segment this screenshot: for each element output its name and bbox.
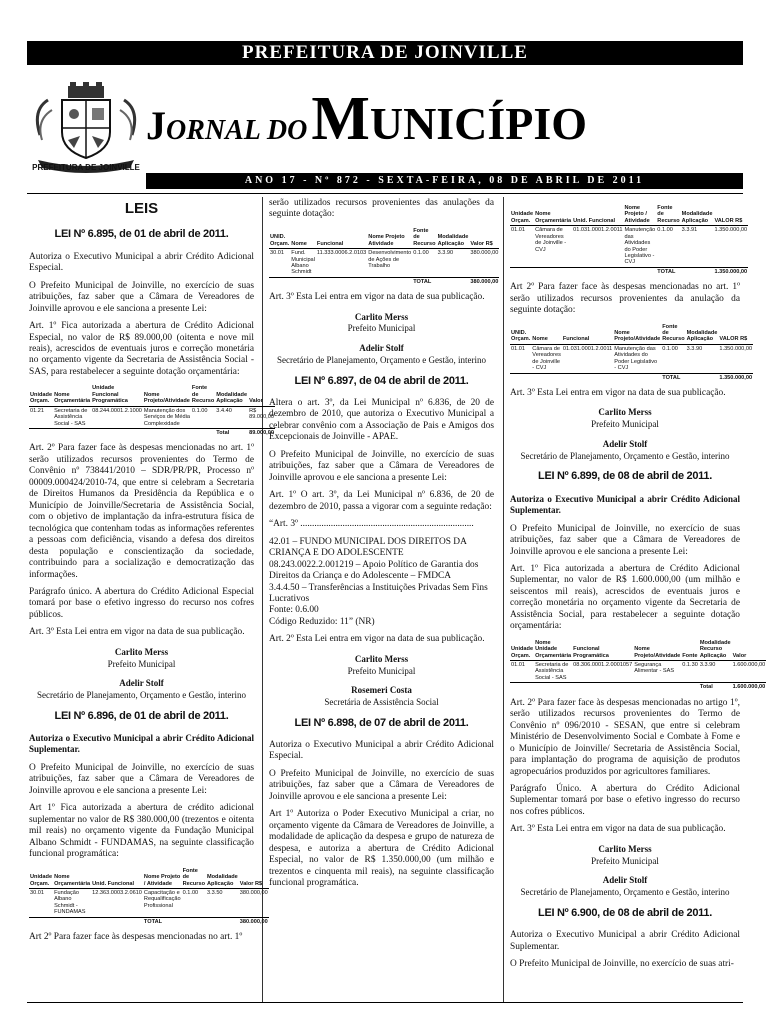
paragraph: Art. 2º Para fazer face às despesas mencionadas no artigo 1º, serão utilizados recursos provenientes do Termo de Convênio nº 096/2010 - SESAN, que entre si celebram Ministério de Desenvolvimento Social e Combate à Fome e o Município de Joinville/ Secretaria de Assistência Social, para implantação do programa de aquisição de produtos agropecuários produzidos por agricultores familiares. xyxy=(510,697,740,777)
budget-table xyxy=(510,204,748,276)
table-header-cell: VALOR R$ xyxy=(713,204,748,226)
paragraph: “Art. 3º .......................................................................... xyxy=(269,519,474,530)
table-total-row xyxy=(269,277,499,286)
table-cell: 30.01 xyxy=(30,889,44,896)
table-cell: Manutenção dos Serviços de Média Complexidade xyxy=(143,407,190,427)
table-cell xyxy=(572,683,633,692)
table-cell: Secretaria de Assistência Social - SAS xyxy=(54,407,88,427)
table-cell: 0.1.00 xyxy=(413,250,429,257)
title-m: M xyxy=(311,85,370,153)
table-cell xyxy=(531,373,562,382)
table-header-cell: Modalidade Aplicação xyxy=(681,204,714,226)
table-cell: 89.000,00 xyxy=(249,429,274,436)
table-header-cell: Modalidade Aplicação xyxy=(686,323,719,345)
signature-block: Rosemeri Costa Secretária de Assistência Social xyxy=(324,685,439,707)
table-header-cell: Valor xyxy=(732,639,767,661)
table-cell: 3.3.90 xyxy=(686,345,703,352)
table-header-cell: VALOR R$ xyxy=(718,323,753,345)
table-cell: Fundação Albano Schmidt - FUNDAMAS xyxy=(54,889,86,916)
law-ementa: Autoriza o Executivo Municipal a abrir Crédito Adicional Suplementar. xyxy=(29,733,254,754)
table-cell: Total xyxy=(215,428,248,437)
emblem-label: PREFEITURA DE JOINVILLE xyxy=(32,163,140,172)
paragraph: O Prefeito Municipal de Joinville, no exercício de suas atribuições, faz saber que a Câmara de Vereadores de Joinville aprovou e ele sanciona a presente Lei: xyxy=(510,523,740,557)
table-cell xyxy=(510,683,534,692)
table-cell xyxy=(316,277,367,286)
budget-table xyxy=(29,867,269,926)
table-cell xyxy=(53,428,91,437)
table-cell xyxy=(29,917,53,926)
column-3 xyxy=(510,198,766,998)
paragraph: Autoriza o Executivo Municipal a abrir Crédito Adicional Especial. xyxy=(269,740,494,762)
table-cell: Secretaria de Assistência Social - SAS xyxy=(535,662,569,681)
table-header-cell: UNID. Orçam. xyxy=(510,323,531,345)
law-ementa: Autoriza o Executivo Municipal a abrir Crédito Adicional Suplementar. xyxy=(510,493,740,515)
table-header-cell: Fonte de Recurso xyxy=(191,385,215,405)
table-header-cell: Valor R$ xyxy=(469,227,499,249)
table-cell: 08.244.0001.2.1000 xyxy=(92,407,142,414)
paragraph: Art. 2º Esta Lei entra em vigor na data de sua publicação. xyxy=(269,634,485,645)
table-cell xyxy=(53,917,91,926)
table-cell: 08.306.0001.2.0001057 xyxy=(573,662,633,669)
paragraph: O Prefeito Municipal de Joinville, no exercício de suas atribuições, faz saber que a Câmara de Vereadores de Joinville aprovou e ele sanciona a presente Lei: xyxy=(29,762,254,796)
table-cell: TOTAL xyxy=(661,373,685,382)
table-header-cell: Unidade Orçam. xyxy=(510,639,534,661)
table-row xyxy=(510,661,766,683)
table-header-cell: Modalidade Recurso Aplicação xyxy=(699,639,731,659)
table-total-row xyxy=(510,267,748,276)
table-cell xyxy=(367,277,412,286)
table-header-cell: Funcional Programática xyxy=(572,639,633,661)
table-cell: 01.031.0001.2.0011 xyxy=(573,227,623,234)
table-cell: 3.3.91 xyxy=(681,227,698,234)
table-header-cell: Nome Orçamentária xyxy=(53,384,91,406)
table-cell xyxy=(510,373,531,382)
table-cell: 01.031.0001.2.0011 xyxy=(562,345,613,352)
table-cell: 1.350.000,00 xyxy=(719,345,753,352)
paragraph: Altera o art. 3º, da Lei Municipal nº 6.836, de 20 de dezembro de 2010, que autoriza o Executivo Municipal a celebrar convênio com a Associação de Pais e Amigos dos Excepcionais de Joinville - APAE. xyxy=(269,397,494,443)
table-cell: 30.01 xyxy=(270,250,284,257)
table-cell: 0.1.30 xyxy=(682,662,698,669)
table-cell xyxy=(562,373,613,382)
paragraph: Art. 1º O art. 3º, da Lei Municipal nº 6.836, de 20 de dezembro de 2010, passa a vigorar com a seguinte redação: xyxy=(269,490,494,512)
table-cell: Desenvolvimento de Ações de Trabalho xyxy=(368,250,412,270)
table-header-cell: Unid. Funcional xyxy=(91,867,143,889)
table-cell: 11.333.0006.2.0103 xyxy=(316,250,367,257)
footer-rule xyxy=(27,1002,743,1003)
table-cell: 01.21 xyxy=(30,407,44,414)
table-header-cell: Fonte de Recurso xyxy=(182,867,205,887)
table-cell: Fund. Municipal Albano Schmidt xyxy=(291,250,315,276)
table-cell xyxy=(91,428,143,437)
table-cell: R$ 89.000,00 xyxy=(249,407,274,421)
masthead-title xyxy=(146,84,587,155)
law-title: LEI Nº 6.900, de 08 de abril de 2011. xyxy=(538,906,712,919)
table-cell: 1.350.000,00 xyxy=(719,374,753,381)
paragraph: O Prefeito Municipal de Joinville, no exercício de suas atribuições, faz saber que a Câmara de Vereadores de Joinville aprovou e ele sanciona a presente Lei: xyxy=(29,280,254,314)
table-cell: Segurança Alimentar - SAS xyxy=(634,662,675,675)
signature-block: Carlito Merss Prefeito Municipal xyxy=(591,843,659,866)
table-total-row xyxy=(29,428,275,437)
law-ementa: Autoriza o Executivo Municipal a abrir Crédito Adicional Especial. xyxy=(29,251,254,274)
table-header-cell: Nome Orçamentária xyxy=(53,867,91,889)
table-cell xyxy=(91,917,143,926)
paragraph: Art 2º Para fazer face às despesas mencionadas no art. 1º xyxy=(29,932,243,943)
table-header-cell: Nome xyxy=(531,323,562,345)
section-title: LEIS xyxy=(124,200,159,217)
table-cell: Capacitação e Requalificação Profissional xyxy=(143,889,181,909)
table-header-cell: Unidade Funcional Programática xyxy=(91,384,143,406)
table-cell: 1.350.000,00 xyxy=(714,268,748,275)
table-cell xyxy=(534,683,572,692)
table-header-cell: Fonte de Recurso xyxy=(662,323,685,343)
table-cell: 0.1.00 xyxy=(657,227,673,234)
table-cell xyxy=(510,267,534,276)
table-header-cell: Modalidade Aplicação xyxy=(437,227,470,249)
table-cell: 0.1.00 xyxy=(662,345,678,352)
table-cell: TOTAL xyxy=(412,277,436,286)
table-header-cell: Modalidade Aplicação xyxy=(206,867,239,889)
column-divider xyxy=(503,197,504,1002)
table-cell: Câmara de Vereadores de Joinville - CVJ xyxy=(532,345,561,372)
table-header-cell: Nome Unidade Orçamentária xyxy=(535,639,572,659)
table-cell: 1.350.000,00 xyxy=(714,227,748,234)
law-title: LEI Nº 6.899, de 08 de abril de 2011. xyxy=(538,470,712,483)
table-header-cell: Fonte de Recurso xyxy=(657,205,680,224)
table-cell xyxy=(143,428,191,437)
table-cell: 01.01 xyxy=(511,662,525,669)
table-cell: 1.600.000,00 xyxy=(732,662,766,669)
table-cell: Manutenção das Atividades do Poder Legislativo - CVJ xyxy=(614,345,658,372)
table-header-cell: Unidade Orçam. xyxy=(29,384,53,406)
table-header-cell: Nome Projeto/Atividade xyxy=(613,323,661,345)
table-cell xyxy=(182,917,206,926)
table-cell: Manutenção das Atividades do Poder Legislativo - CVJ xyxy=(624,227,656,266)
paragraph: serão utilizados recursos provenientes das anulações da seguinte dotação: xyxy=(269,198,494,220)
budget-table xyxy=(510,323,753,382)
paragraph: Art 1º Autoriza o Poder Executivo Municipal a criar, no orçamento vigente da Câmara de Vereadores de Joinville, a modalidade de aplicação da despesa e grupo de natureza de despesa, e autoriza a abertura de Crédito Adicional Especial, no valor de R$ 1.350.000,00 (um milhão e trezentos e cinquenta mil reais), na seguinte classificação funcional programática. xyxy=(269,809,494,889)
table-cell xyxy=(269,277,290,286)
law-title: LEI Nº 6.895, de 01 de abril de 2011. xyxy=(54,228,229,241)
table-row xyxy=(510,226,748,268)
signature-block: Carlito Merss Prefeito Municipal xyxy=(591,407,659,430)
paragraph: O Prefeito Municipal de Joinville, no exercício de suas atri- xyxy=(510,958,734,969)
table-total-row xyxy=(29,917,269,926)
table-row xyxy=(510,344,753,373)
law-title: LEI Nº 6.898, de 07 de abril de 2011. xyxy=(294,716,469,729)
table-row xyxy=(29,888,269,917)
paragraph: Art. 3º Esta Lei entra em vigor na data de sua publicação. xyxy=(510,388,726,398)
budget-table xyxy=(29,384,275,437)
table-cell: 12.363.0003.2.0610 xyxy=(92,889,142,896)
paragraph: Art. 3º Esta Lei entra em vigor na data de sua publicação. xyxy=(269,292,485,303)
banner: PREFEITURA DE JOINVILLE xyxy=(27,41,743,65)
paragraph: Parágrafo único. A abertura do Crédito Adicional Especial tomará por base o efetivo ingresso do recurso nos cofres públicos. xyxy=(29,586,254,620)
table-cell: 1.600.000,00 xyxy=(732,684,766,691)
table-header-cell: Nome Orçamentária xyxy=(534,204,572,226)
paragraph: O Prefeito Municipal de Joinville, no exercício de suas atribuições, faz saber que a Câmara de Vereadores de Joinville aprovou e ele sanciona a presente Lei: xyxy=(269,768,494,802)
table-header-cell: Valor xyxy=(248,384,275,406)
table-header-cell: Nome xyxy=(290,227,316,249)
table-header-cell: Unidade Orçam. xyxy=(29,867,53,889)
law-title: LEI Nº 6.897, de 04 de abril de 2011. xyxy=(294,374,469,387)
table-header-cell: Unid. Funcional xyxy=(572,204,623,226)
budget-table xyxy=(269,227,499,286)
table-cell: 380.000,00 xyxy=(239,918,268,925)
header-rule xyxy=(27,193,743,194)
table-row xyxy=(29,406,275,428)
table-cell xyxy=(686,373,719,382)
paragraph: Art. 2º Para fazer face às despesas mencionadas no art. 1º serão utilizados recursos provenientes do Termo de Convênio nº 738441/2010 – SDR/PR/PR, Processo nº 00009.000424/2010-74, que entre si celebram a Secretaria de Direitos Humanos da Presidência da República e o Município de Joinville/Secretaria de Assistência Social, com o objetivo de implantação da infra-estrutura física de tecnológica que contenham todas as informações referentes a pessoas com deficiência, visando a defesa dos direitos desta população e conscientização da sociedade, contribuindo para a socialização e democratização das informações. xyxy=(29,443,254,580)
table-cell: 380.000,00 xyxy=(239,889,268,896)
table-cell xyxy=(681,267,714,276)
coat-of-arms-icon xyxy=(30,80,142,170)
paragraph: Autoriza o Executivo Municipal a abrir Crédito Adicional Suplementar. xyxy=(510,930,740,952)
signature-block: Adelir Stolf Secretário de Planejamento, Orçamento e Gestão, interino xyxy=(520,875,730,897)
table-total-row xyxy=(510,373,753,382)
signature-block: Carlito Merss Prefeito Municipal xyxy=(347,653,416,676)
table-total-row xyxy=(510,683,766,692)
table-cell xyxy=(534,267,572,276)
paragraph: Art. 3º Esta Lei entra em vigor na data de sua publicação. xyxy=(29,627,245,638)
paragraph: Art. 1º Fica autorizada a abertura de Crédito Adicional Especial, no valor de R$ 89.000,00 (oitenta e nove mil reais), acrescidos de eventuais juros e correção monetária no orçamento vigente da Secretaria de Assistência Social - SAS, para restabelecer a seguinte dotação orçamentária: xyxy=(29,321,254,377)
table-header-cell: Unidade Orçam. xyxy=(510,204,534,226)
table-cell xyxy=(572,267,623,276)
table-header-cell: Funcional xyxy=(562,323,613,345)
table-cell xyxy=(613,373,661,382)
table-cell: 0.1.00 xyxy=(182,889,199,896)
table-cell: 3.3.90 xyxy=(699,662,716,669)
paragraph: Art 1º Fica autorizada a abertura de crédito adicional suplementar no valor de R$ 380.000,00 (trezentos e oitenta mil reais) no orçamento vigente da Fundação Municipal Albano Schmidt - FUNDAMAS, na seguinte classificação funcional programática: xyxy=(29,803,254,860)
table-cell: 01.01 xyxy=(511,345,525,352)
table-cell xyxy=(437,277,470,286)
column-1 xyxy=(29,198,274,998)
signature-block: Adelir Stolf Secretário de Planejamento, Orçamento e Gestão, interino xyxy=(37,678,246,700)
table-row xyxy=(269,249,499,278)
table-cell xyxy=(633,683,681,692)
table-cell: Câmara de Vereadores de Joinville - CVJ xyxy=(535,227,567,253)
table-cell xyxy=(29,428,53,437)
table-cell: 3.3.90 xyxy=(437,250,454,257)
table-header-cell: Nome Projeto/Atividade xyxy=(143,384,191,406)
paragraph: Art. 3º Esta Lei entra em vigor na data de sua publicação. xyxy=(510,824,726,835)
table-header-cell: Fonte xyxy=(681,639,699,661)
paragraph: Parágrafo Único. A abertura do Crédito Adicional Suplementar tomará por base o efetivo ingresso do recurso nos cofres públicos. xyxy=(510,784,740,817)
table-cell: 3.3.50 xyxy=(206,889,223,896)
title-unicipio: UNICÍPIO xyxy=(369,98,588,149)
table-cell xyxy=(191,428,215,437)
table-cell xyxy=(290,277,316,286)
table-cell: 3.4.40 xyxy=(216,407,232,414)
issue-line: ANO 17 - Nº 872 - SEXTA-FEIRA, 08 DE ABRIL DE 2011 xyxy=(146,173,743,189)
law-title: LEI Nº 6.896, de 01 de abril de 2011. xyxy=(54,709,229,722)
signature-block: Adelir Stolf Secretário de Planejamento, Orçamento e Gestão, interino xyxy=(277,343,486,365)
table-header-cell: Fonte de Recurso xyxy=(413,227,436,247)
signature-block: Carlito Merss Prefeito Municipal xyxy=(347,311,416,334)
title-ornal-do: ORNAL DO xyxy=(166,115,308,146)
paragraph: O Prefeito Municipal de Joinville, no exercício de suas atribuições, faz saber que a Câmara de Vereadores de Joinville aprovou e ele sanciona a presente Lei: xyxy=(269,449,494,483)
table-cell: 380.000,00 xyxy=(470,278,499,285)
table-cell: TOTAL xyxy=(143,917,182,926)
table-cell: TOTAL xyxy=(656,267,680,276)
amended-text: 42.01 – FUNDO MUNICIPAL DOS DIREITOS DA CRIANÇA E DO ADOLESCENTE 08.243.0022.2.001219 – Apoio Político de Garantia dos Direitos da Criança e do Adolescente – FMDCA 3.4.4.50 – Transferências a Instituições Privadas Sem Fins Lucrativos Fonte: 0.6.00 Código Reduzido: 11” (NR) xyxy=(269,536,488,627)
table-header-cell: UNID. Orçam. xyxy=(269,227,290,249)
table-header-cell: Modalidade Aplicação xyxy=(215,384,248,406)
table-cell xyxy=(681,683,699,692)
table-cell: Total xyxy=(699,683,732,692)
table-header-cell: Nome Projeto Atividade xyxy=(367,227,412,249)
title-j: J xyxy=(146,103,166,148)
budget-table xyxy=(510,639,766,692)
table-header-cell: Nome Projeto / Atividade xyxy=(624,204,657,226)
table-cell: 0.1.00 xyxy=(191,407,208,414)
table-header-cell: Nome Projeto / Atividade xyxy=(143,867,182,889)
column-2 xyxy=(269,198,499,998)
table-cell xyxy=(624,267,657,276)
paragraph: Art. 1º Fica autorizada a abertura de Crédito Adicional Suplementar, no valor de R$ 1.600.000,00 (um milhão e seiscentos mil reais), acrescidos de eventuais juros e correção monetária no orçamento vigente da Secretaria de Assistência Social, para restabelecer a seguinte dotação orçamentária: xyxy=(510,563,740,632)
signature-block: Adelir Stolf Secretário de Planejamento, Orçamento e Gestão, interino xyxy=(520,438,730,461)
table-header-cell: Funcional xyxy=(316,227,367,249)
table-cell: 01.01 xyxy=(511,227,525,234)
table-cell: 380.000,00 xyxy=(470,250,499,257)
table-cell xyxy=(206,917,239,926)
signature-block: Carlito Merss Prefeito Municipal xyxy=(107,646,176,669)
table-header-cell: Valor R$ xyxy=(239,867,269,889)
paragraph: Art 2º Para fazer face às despesas mencionadas no art. 1º serão utilizados recursos provenientes da anulação da seguinte dotação: xyxy=(510,282,740,316)
table-header-cell: Nome Projeto/Atividade xyxy=(633,639,681,661)
